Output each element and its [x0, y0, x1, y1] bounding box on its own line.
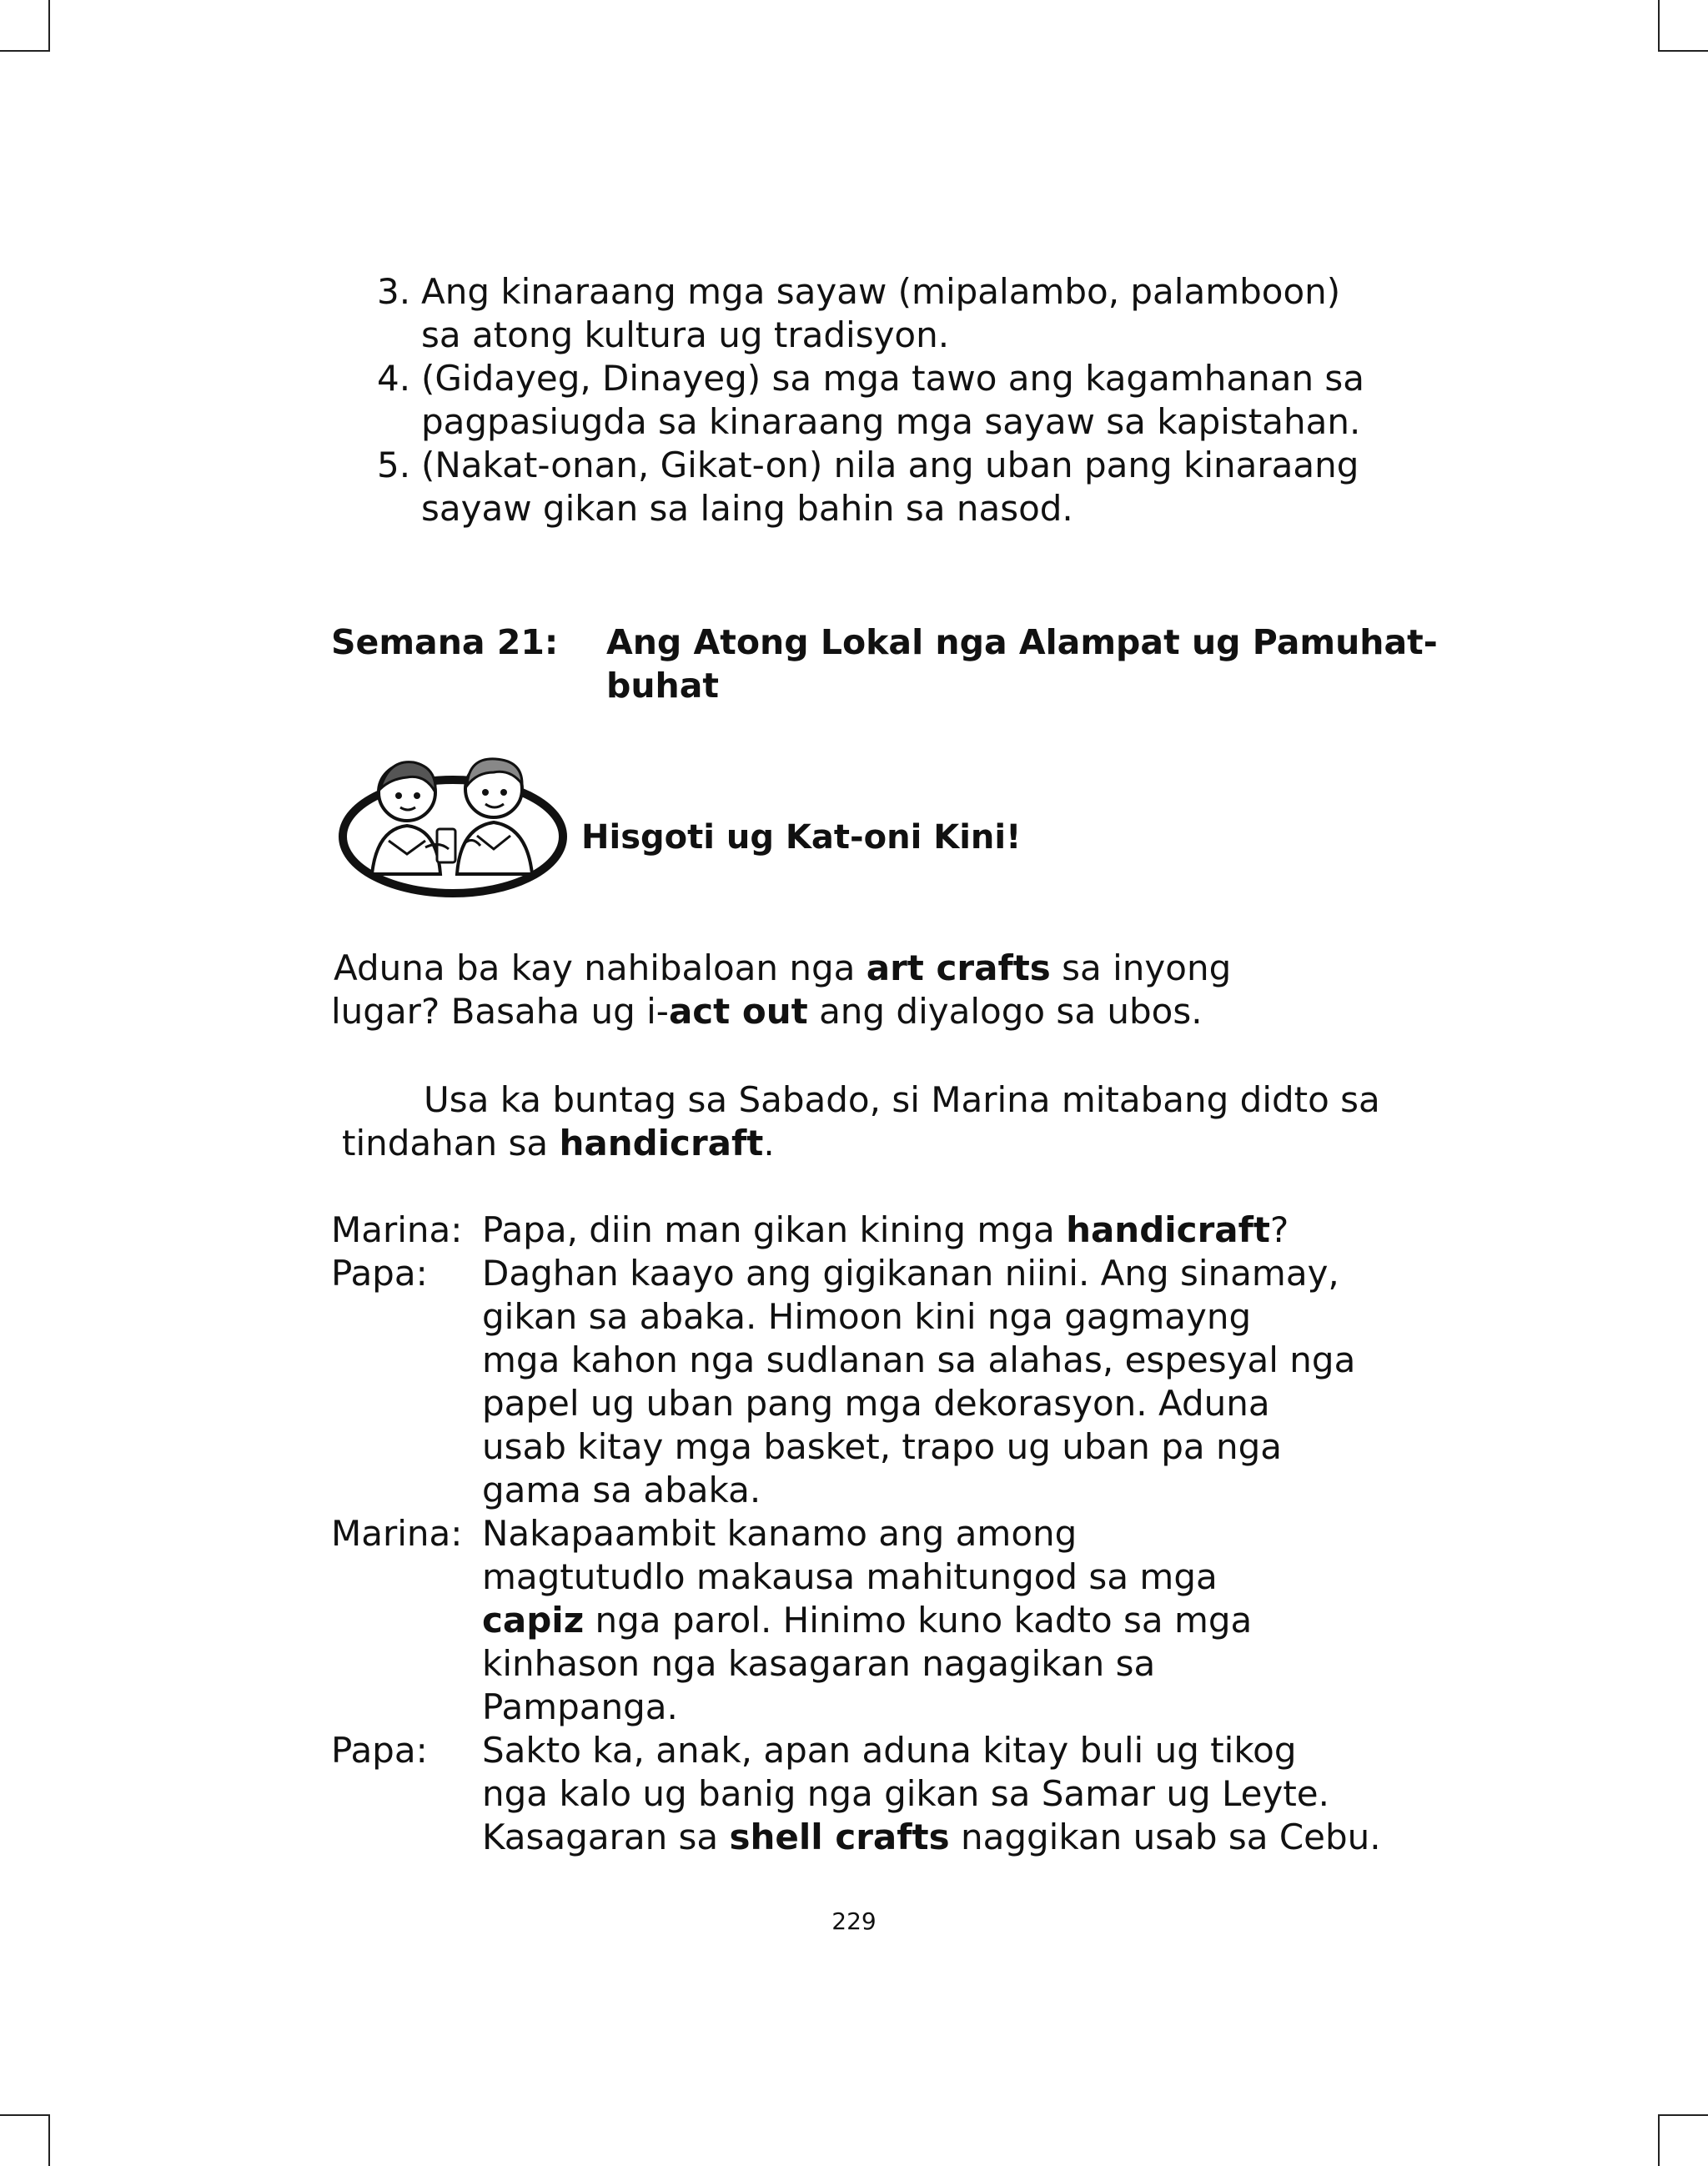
list-line: (Gidayeg, Dinayeg) sa mga tawo ang kagamhanan sa	[421, 358, 1365, 399]
intro-text: lugar? Basaha ug i-	[331, 991, 669, 1032]
speaker-name: Papa:	[331, 1253, 428, 1294]
bold-term: capiz	[482, 1600, 585, 1641]
crop-mark	[0, 2114, 50, 2116]
list-line: (Nakat-onan, Gikat-on) nila ang uban pang kinaraang	[421, 445, 1359, 485]
speaker-name: Marina:	[331, 1209, 463, 1250]
crop-mark	[1658, 2114, 1708, 2116]
dialogue-line: Sakto ka, anak, apan aduna kitay buli ug tikog	[482, 1730, 1297, 1771]
crop-mark	[1658, 0, 1660, 52]
dialogue-line: Daghan kaayo ang gigikanan niini. Ang sinamay,	[482, 1253, 1339, 1294]
section-title-line: Ang Atong Lokal nga Alampat ug Pamuhat-	[606, 622, 1438, 662]
dialogue-turn	[331, 1729, 1381, 1859]
list-number: 3.	[377, 271, 411, 312]
dialogue-turn	[331, 1209, 1381, 1252]
bold-term: shell crafts	[729, 1817, 950, 1857]
intro-text: Aduna ba kay nahibaloan nga	[334, 947, 867, 988]
dialogue-line: usab kitay mga basket, trapo ug uban pa nga	[482, 1426, 1282, 1467]
crop-mark	[48, 2114, 50, 2166]
dialogue-text: nga parol. Hinimo kuno kadto sa mga	[584, 1600, 1253, 1641]
page-number: 229	[831, 1907, 877, 1935]
section-title-line: buhat	[606, 666, 719, 706]
list-item	[377, 357, 1364, 444]
list-line: sayaw gikan sa laing bahin sa nasod.	[421, 488, 1073, 529]
bold-term: handicraft	[1066, 1209, 1270, 1250]
bold-term: art crafts	[866, 947, 1051, 988]
dialogue-line: nga kalo ug banig nga gikan sa Samar ug Leyte.	[482, 1773, 1329, 1814]
dialogue-line: papel ug uban pang mga dekorasyon. Aduna	[482, 1383, 1270, 1424]
intro-text: sa inyong	[1050, 947, 1232, 988]
exercise-list	[377, 270, 1364, 530]
intro-line	[331, 990, 1203, 1033]
bold-term: handicraft	[559, 1123, 764, 1163]
activity-heading: Hisgoti ug Kat-oni Kini!	[581, 818, 1022, 857]
intro-text: tindahan sa	[342, 1123, 560, 1163]
dialogue-text: Papa, diin man gikan kining mga	[482, 1209, 1067, 1250]
intro-line	[342, 1122, 775, 1165]
list-item	[377, 444, 1364, 530]
dialogue-text: naggikan usab sa Cebu.	[949, 1817, 1381, 1857]
crop-mark	[48, 0, 50, 52]
children-discussing-icon	[339, 749, 567, 897]
list-line: sa atong kultura ug tradisyon.	[421, 314, 950, 355]
dialogue-line: gikan sa abaka. Himoon kini nga gagmayng	[482, 1296, 1252, 1337]
crop-mark	[0, 50, 50, 52]
dialogue-line: magtutudlo makausa mahitungod sa mga	[482, 1556, 1218, 1597]
intro-line	[334, 947, 1231, 990]
list-line: pagpasiugda sa kinaraang mga sayaw sa kapistahan.	[421, 401, 1361, 442]
intro-text: Usa ka buntag sa Sabado, si Marina mitabang didto sa	[424, 1079, 1380, 1120]
dialogue-line: kinhason nga kasagaran nagagikan sa	[482, 1643, 1156, 1684]
dialogue-line: Nakapaambit kanamo ang among	[482, 1513, 1078, 1554]
dialogue	[331, 1209, 1381, 1859]
speaker-name: Papa:	[331, 1730, 428, 1771]
list-line: Ang kinaraang mga sayaw (mipalambo, palamboon)	[421, 271, 1341, 312]
section-title	[606, 621, 1440, 707]
dialogue-turn	[331, 1512, 1381, 1729]
crop-mark	[1658, 50, 1708, 52]
dialogue-turn	[331, 1252, 1381, 1512]
bold-term: act out	[668, 991, 808, 1032]
intro-text: ang diyalogo sa ubos.	[807, 991, 1203, 1032]
intro-line	[424, 1078, 1380, 1122]
crop-mark	[1658, 2114, 1660, 2166]
dialogue-line	[482, 1599, 1381, 1642]
week-label: Semana 21:	[331, 622, 559, 662]
dialogue-line	[482, 1816, 1381, 1859]
dialogue-line: mga kahon nga sudlanan sa alahas, espesyal nga	[482, 1339, 1356, 1380]
dialogue-text: Kasagaran sa	[482, 1817, 730, 1857]
list-number: 5.	[377, 445, 411, 485]
list-number: 4.	[377, 358, 411, 399]
dialogue-line	[482, 1209, 1381, 1252]
dialogue-line: Pampanga.	[482, 1686, 678, 1727]
speaker-name: Marina:	[331, 1513, 463, 1554]
intro-text: .	[763, 1123, 775, 1163]
dialogue-text: ?	[1269, 1209, 1289, 1250]
dialogue-line: gama sa abaka.	[482, 1470, 761, 1510]
list-item	[377, 270, 1364, 357]
